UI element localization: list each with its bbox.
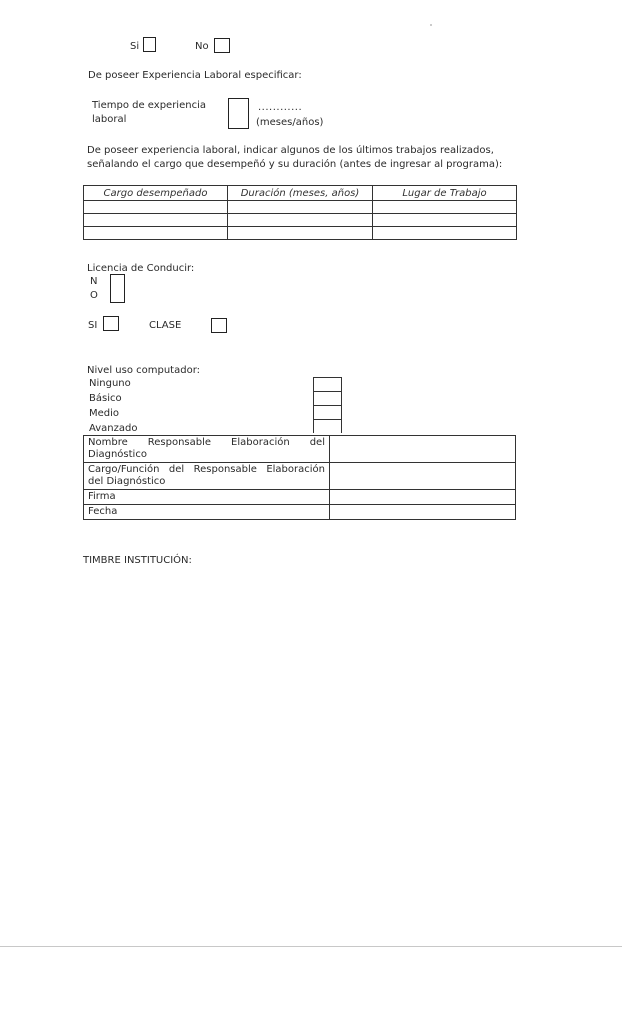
column-header-lugar: Lugar de Trabajo [373,186,517,201]
stamp-label: TIMBRE INSTITUCIÓN: [83,555,192,566]
checkbox-medio[interactable] [313,405,342,419]
license-clase-label: CLASE [149,320,182,331]
diagnostic-table [83,435,516,520]
jobs-table [83,185,517,240]
diagnostic-label-nombre [84,436,330,463]
si-checkbox[interactable] [143,37,156,52]
experience-dots: ............ [258,102,303,113]
table-row [84,463,516,490]
table-cell[interactable] [84,214,228,227]
column-header-duracion: Duración (meses, años) [228,186,373,201]
label-line: Diagnóstico [88,449,147,460]
checkbox-basico[interactable] [313,391,342,405]
label-line: del Diagnóstico [88,476,166,487]
checkbox-avanzado[interactable] [313,419,342,433]
experience-units: (meses/años) [256,117,324,128]
computer-level-checkboxes [313,377,342,433]
computer-level-ninguno: Ninguno [89,378,131,389]
table-cell[interactable] [84,201,228,214]
label-line: Cargo/Función del Responsable Elaboración [88,464,325,475]
diagnostic-label-cargo [84,463,330,490]
jobs-intro-line-1: De poseer experiencia laboral, indicar algunos de los últimos trabajos realizados, [87,145,494,156]
table-row [84,214,517,227]
license-no-letter-o: O [90,290,98,301]
license-si-checkbox[interactable] [103,316,119,331]
scan-speck [430,24,432,26]
license-heading: Licencia de Conducir: [87,263,195,274]
no-checkbox[interactable] [214,38,230,53]
diagnostic-label-firma: Firma [84,490,330,505]
checkbox-ninguno[interactable] [313,377,342,391]
page-bottom-edge [0,946,622,947]
table-cell[interactable] [373,214,517,227]
experience-time-label-1: Tiempo de experiencia [92,100,206,111]
table-cell[interactable] [373,227,517,240]
diagnostic-value-nombre[interactable] [330,436,516,463]
table-row [84,436,516,463]
experience-heading: De poseer Experiencia Laboral especificar: [88,70,302,81]
diagnostic-label-fecha: Fecha [84,505,330,520]
table-row [84,201,517,214]
experience-time-label-2: laboral [92,114,127,125]
si-label: Si [130,41,140,52]
license-no-letter-n: N [90,276,98,287]
table-cell[interactable] [228,227,373,240]
table-row [84,490,516,505]
diagnostic-value-fecha[interactable] [330,505,516,520]
label-line: Nombre Responsable Elaboración del [88,437,325,448]
table-cell[interactable] [84,227,228,240]
table-row [84,227,517,240]
table-row [84,505,516,520]
jobs-intro-line-2: señalando el cargo que desempeñó y su duración (antes de ingresar al programa): [87,159,503,170]
jobs-table-header [84,186,517,201]
diagnostic-value-firma[interactable] [330,490,516,505]
table-cell[interactable] [373,201,517,214]
column-header-cargo: Cargo desempeñado [84,186,228,201]
license-si-label: SI [88,320,98,331]
computer-level-medio: Medio [89,408,120,419]
no-label: No [195,41,209,52]
table-cell[interactable] [228,201,373,214]
table-cell[interactable] [228,214,373,227]
license-no-checkbox[interactable] [110,274,125,303]
computer-level-basico: Básico [89,393,122,404]
computer-level-avanzado: Avanzado [89,423,138,434]
computer-heading: Nivel uso computador: [87,365,200,376]
experience-time-input[interactable] [228,98,249,129]
license-clase-input[interactable] [211,318,227,333]
diagnostic-value-cargo[interactable] [330,463,516,490]
